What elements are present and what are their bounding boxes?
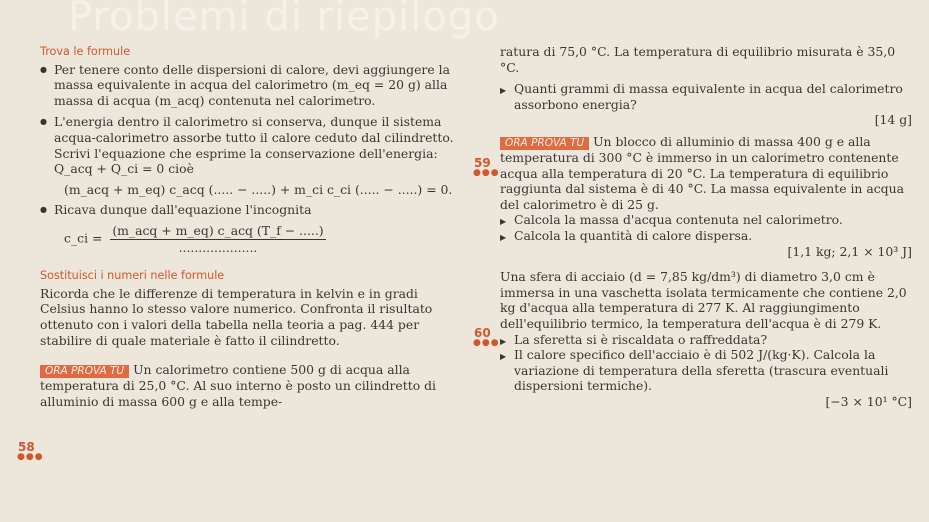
difficulty-dots-icon: ●●● (473, 168, 500, 178)
equation-energy-balance: (m_acq + m_eq) c_acq (..... − .....) + m_ci c_ci (..... − .....) = 0. (64, 181, 453, 197)
step-equivalent-mass: ● Per tenere conto delle dispersioni di calore, devi aggiungere la massa equivalente in acqua del calorimetro (m_eq = 20 g) alla massa di acqua (m_acq) contenuta nel calorimetro. (40, 62, 460, 109)
problem-58-answer: [14 g] (874, 112, 912, 128)
heading-substitute: Sostituisci i numeri nelle formule (40, 269, 225, 283)
try-it-badge: ORA PROVA TU (40, 365, 129, 378)
difficulty-dots-icon: ●●● (473, 338, 500, 348)
left-column (40, 44, 460, 409)
equation-specific-heat (40, 223, 460, 255)
problem-60-answer: [−3 × 10¹ °C] (825, 393, 912, 409)
heading-find-formula: Trova le formule (40, 45, 131, 58)
problem-58 (40, 362, 460, 409)
equation-denominator: .................... (178, 239, 258, 255)
problem-60-text: Una sfera di acciaio (d = 7,85 kg/dm³) di diametro 3,0 cm è immersa in una vaschetta isolata termicamente che contiene 2,0 kg d'acqua alla temperatura di 277 K. Al raggiungimento dell'equilibrio termico, la temperatura dell'acqua è di 279 K. (500, 269, 907, 331)
section-title-watermark: Problemi di riepilogo (68, 0, 500, 40)
difficulty-dots-icon: ●●● (17, 452, 44, 462)
problem-59-question-2: ▶ Calcola la quantità di calore dispersa. (500, 228, 912, 244)
problem-58-text: Un calorimetro contiene 500 g di acqua alla temperatura di 25,0 °C. Al suo interno è posto un cilindretto di alluminio di massa 600 g e alla tempe- (40, 362, 437, 409)
step-solve-unknown: ● Ricava dunque dall'equazione l'incognita (40, 202, 460, 218)
problem-60-question-2: ▶ Il calore specifico dell'acciaio è di 502 J/(kg·K). Calcola la variazione di temperatura della sferetta (trascura eventuali dispersioni termiche). (500, 347, 912, 394)
step-energy-conservation: ● L'energia dentro il calorimetro si conserva, dunque il sistema acqua-calorimetro assorbe tutto il calore ceduto dal cilindretto. Scrivi l'equazione che esprime la conservazione dell'energia: Q_acq + Q_ci = 0 cioè (40, 114, 460, 176)
equation-fraction (106, 223, 329, 255)
problem-60-question-1: ▶ La sferetta si è riscaldata o raffreddata? (500, 332, 912, 348)
problem-number-59: 59 (474, 156, 491, 170)
problem-59-text: Un blocco di alluminio di massa 400 g e alla temperatura di 300 °C è immerso in un calorimetro contenente acqua alla temperatura di 20 °C. La temperatura di equilibrio raggiunta dal sistema è di 40 °C. La massa equivalente in acqua del calorimetro è di 25 g. (500, 133, 904, 212)
problem-number-58: 58 (18, 440, 35, 454)
equation-numerator: (m_acq + m_eq) c_acq (T_f − .....) (112, 222, 324, 238)
problem-58-question: ▶ Quanti grammi di massa equivalente in acqua del calorimetro assorbono energia? (500, 81, 912, 112)
problem-59-answer: [1,1 kg; 2,1 × 10³ J] (787, 243, 912, 259)
paragraph-substitute: Ricorda che le differenze di temperatura in kelvin e in gradi Celsius hanno lo stesso valore numerico. Confronta il risultato ottenuto con i valori della tabella nella teoria a pag. 444 per stabilire di quale materiale è fatto il cilindretto. (40, 285, 433, 348)
problem-59 (500, 134, 912, 212)
problem-58-continued: ratura di 75,0 °C. La temperatura di equilibrio misurata è 35,0 °C. (500, 44, 896, 75)
equation-lhs: c_ci = (64, 230, 103, 246)
problem-number-60: 60 (474, 326, 491, 340)
right-column (500, 44, 912, 409)
try-it-badge: ORA PROVA TU (500, 137, 589, 150)
problem-59-question-1: ▶ Calcola la massa d'acqua contenuta nel calorimetro. (500, 212, 912, 228)
